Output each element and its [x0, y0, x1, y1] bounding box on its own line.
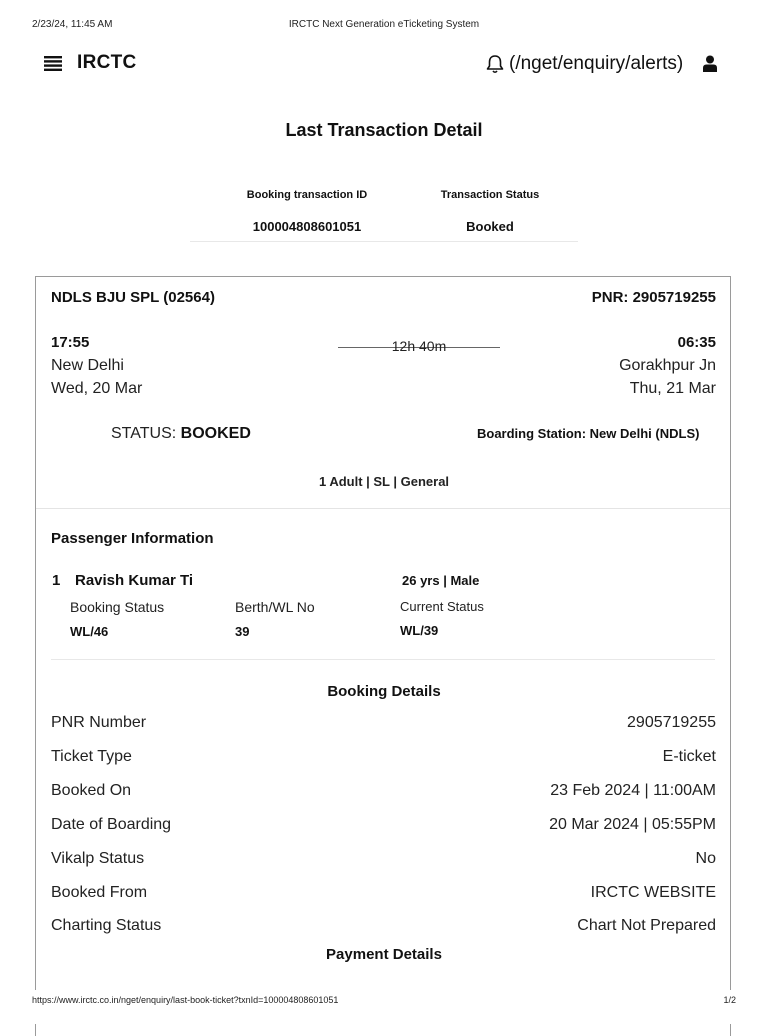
detail-label-date-of-boarding: Date of Boarding [51, 816, 172, 833]
transaction-divider [190, 241, 578, 242]
passenger-age-gender: 26 yrs | Male [402, 573, 480, 588]
transaction-status-value: Booked [466, 219, 514, 234]
booking-status [111, 425, 251, 443]
print-datetime: 2/23/24, 11:45 AM [32, 19, 113, 30]
departure-station: New Delhi [51, 357, 124, 374]
journey-duration: 12h 40m [391, 338, 447, 354]
detail-value-booked-on: 23 Feb 2024 | 11:00AM [550, 782, 716, 799]
arrival-station: Gorakhpur Jn [619, 357, 716, 374]
booking-details-heading: Booking Details [327, 683, 441, 700]
print-footer-url: https://www.irctc.co.in/nget/enquiry/last-book-ticket?txnId=100004808601051 [32, 995, 339, 1005]
menu-icon[interactable] [44, 56, 62, 71]
transaction-status-label: Transaction Status [440, 189, 540, 201]
transaction-id-value: 100004808601051 [252, 219, 362, 234]
arrival-date: Thu, 21 Mar [629, 380, 716, 397]
page-title: Last Transaction Detail [285, 120, 483, 140]
departure-date: Wed, 20 Mar [51, 380, 143, 397]
detail-label-pnr: PNR Number [51, 714, 147, 731]
passenger-current-status: WL/39 [400, 623, 439, 638]
current-status-col-label: Current Status [400, 599, 484, 614]
transaction-id-label: Booking transaction ID [246, 189, 368, 201]
print-page-title: IRCTC Next Generation eTicketing System [288, 19, 480, 30]
booking-status-label: STATUS: [111, 425, 181, 442]
print-page-number: 1/2 [723, 995, 736, 1005]
berth-col-label: Berth/WL No [235, 599, 315, 615]
passenger-divider [51, 659, 715, 660]
booking-status-value: BOOKED [180, 425, 251, 442]
payment-details-heading: Payment Details [326, 946, 442, 963]
class-quota-info: 1 Adult | SL | General [318, 474, 450, 489]
booking-status-col-label: Booking Status [70, 599, 165, 615]
arrival-time: 06:35 [677, 334, 716, 351]
detail-value-ticket-type: E-ticket [662, 748, 716, 765]
departure-time: 17:55 [51, 334, 90, 351]
detail-label-booked-from: Booked From [51, 884, 148, 901]
brand-logo-text[interactable]: IRCTC [77, 52, 137, 73]
detail-label-vikalp-status: Vikalp Status [51, 850, 145, 867]
passenger-berth: 39 [235, 624, 250, 639]
train-name: NDLS BJU SPL (02564) [51, 289, 215, 306]
boarding-station: Boarding Station: New Delhi (NDLS) [477, 426, 700, 441]
passenger-booking-status: WL/46 [70, 624, 109, 639]
pnr-header: PNR: 2905719255 [591, 289, 716, 306]
detail-value-charting-status: Chart Not Prepared [577, 917, 716, 934]
alerts-link[interactable]: (/nget/enquiry/alerts) [509, 53, 684, 74]
passenger-name: Ravish Kumar Ti [75, 572, 194, 589]
detail-value-date-of-boarding: 20 Mar 2024 | 05:55PM [549, 816, 716, 833]
detail-value-vikalp-status: No [695, 850, 716, 867]
passenger-section-heading: Passenger Information [51, 530, 214, 547]
passenger-index: 1 [52, 572, 61, 589]
detail-label-booked-on: Booked On [51, 782, 132, 799]
user-icon[interactable] [703, 55, 717, 72]
detail-label-charting-status: Charting Status [51, 917, 162, 934]
card-section-divider [36, 508, 730, 509]
detail-value-pnr: 2905719255 [627, 714, 716, 731]
detail-value-booked-from: IRCTC WEBSITE [590, 884, 716, 901]
bell-icon[interactable] [486, 54, 504, 74]
detail-label-ticket-type: Ticket Type [51, 748, 132, 765]
